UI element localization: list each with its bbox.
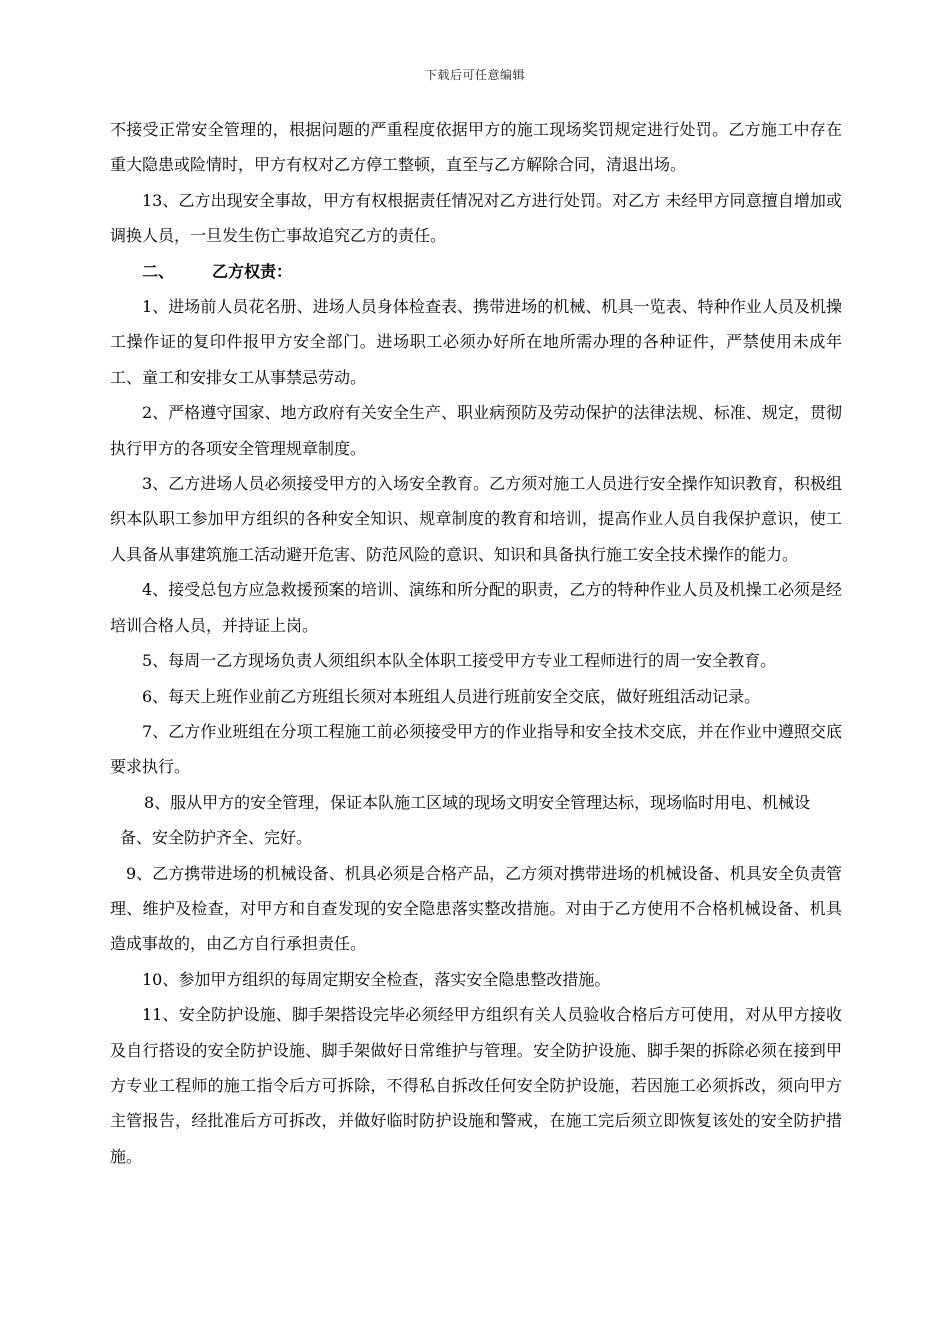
paragraph-8-line-2: 备、安全防护齐全、完好。 — [120, 828, 313, 848]
paragraph-13: 13、乙方出现安全事故，甲方有权根据责任情况对乙方进行处罚。对乙方 未经甲方同意擅自增加或调换人员，一旦发生伤亡事故追究乙方的责任。 — [110, 190, 842, 246]
page-header: 下载后可任意编辑 — [424, 68, 525, 82]
paragraph-10: 10、参加甲方组织的每周定期安全检查，落实安全隐患整改措施。 — [142, 969, 611, 989]
paragraph-9: 9、乙方携带进场的机械设备、机具必须是合格产品，乙方须对携带进场的机械设备、机具安全负责管理、维护及检查，对甲方和自查发现的安全隐患落实整改措施。对由于乙方使用不合格机械设备、机具造成事故的，由乙方自行承担责任。 — [110, 863, 842, 954]
paragraph-11: 11、安全防护设施、脚手架搭设完毕必须经甲方组织有关人员验收合格后方可使用，对从甲方接收及自行搭设的安全防护设施、脚手架做好日常维护与管理。安全防护设施、脚手架的拆除必须在接到甲方专业工程师的施工指令后方可拆除，不得私自拆改任何安全防护设施，若因施工必须拆改，须向甲方主管报告，经批准后方可拆改，并做好临时防护设施和警戒，在施工完后须立即恢复该处的安全防护措施。 — [110, 1005, 842, 1166]
paragraph-1: 1、进场前人员花名册、进场人员身体检查表、携带进场的机械、机具一览表、特种作业人员及机操工操作证的复印件报甲方安全部门。进场职工必须办好所在地所需办理的各种证件，严禁使用未成年工、童工和安排女工从事禁忌劳动。 — [110, 297, 842, 387]
paragraph-8-line-1: 8、服从甲方的安全管理，保证本队施工区域的现场文明安全管理达标，现场临时用电、机械设 — [144, 792, 811, 812]
paragraph-5: 5、每周一乙方现场负责人须组织本队全体职工接受甲方专业工程师进行的周一安全教育。 — [142, 651, 777, 671]
paragraph-continuation: 不接受正常安全管理的，根据问题的严重程度依据甲方的施工现场奖罚规定进行处罚。乙方施工中存在重大隐患或险情时，甲方有权对乙方停工整顿，直至与乙方解除合同，清退出场。 — [110, 120, 842, 175]
document-body — [110, 112, 842, 1174]
paragraph-4: 4、接受总包方应急救援预案的培训、演练和所分配的职责，乙方的特种作业人员及机操工必须是经培训合格人员，并持证上岗。 — [110, 580, 842, 635]
section-title: 乙方权责： — [212, 261, 293, 281]
paragraph-2: 2、严格遵守国家、地方政府有关安全生产、职业病预防及劳动保护的法律法规、标准、规定，贯彻执行甲方的各项安全管理规章制度。 — [110, 403, 842, 458]
paragraph-7: 7、乙方作业班组在分项工程施工前必须接受甲方的作业指导和安全技术交底，并在作业中遵照交底要求执行。 — [110, 721, 842, 777]
paragraph-6: 6、每天上班作业前乙方班组长须对本班组人员进行班前安全交底，做好班组活动记录。 — [142, 686, 761, 706]
paragraph-3: 3、乙方进场人员必须接受甲方的入场安全教育。乙方须对施工人员进行安全操作知识教育，积极组织本队职工参加甲方组织的各种安全知识、规章制度的教育和培训，提高作业人员自我保护意识，使工人具备从事建筑施工活动避开危害、防范风险的意识、知识和具备执行施工安全技术操作的能力。 — [110, 474, 842, 564]
section-number: 二、 — [142, 261, 175, 281]
section-heading — [110, 254, 842, 289]
